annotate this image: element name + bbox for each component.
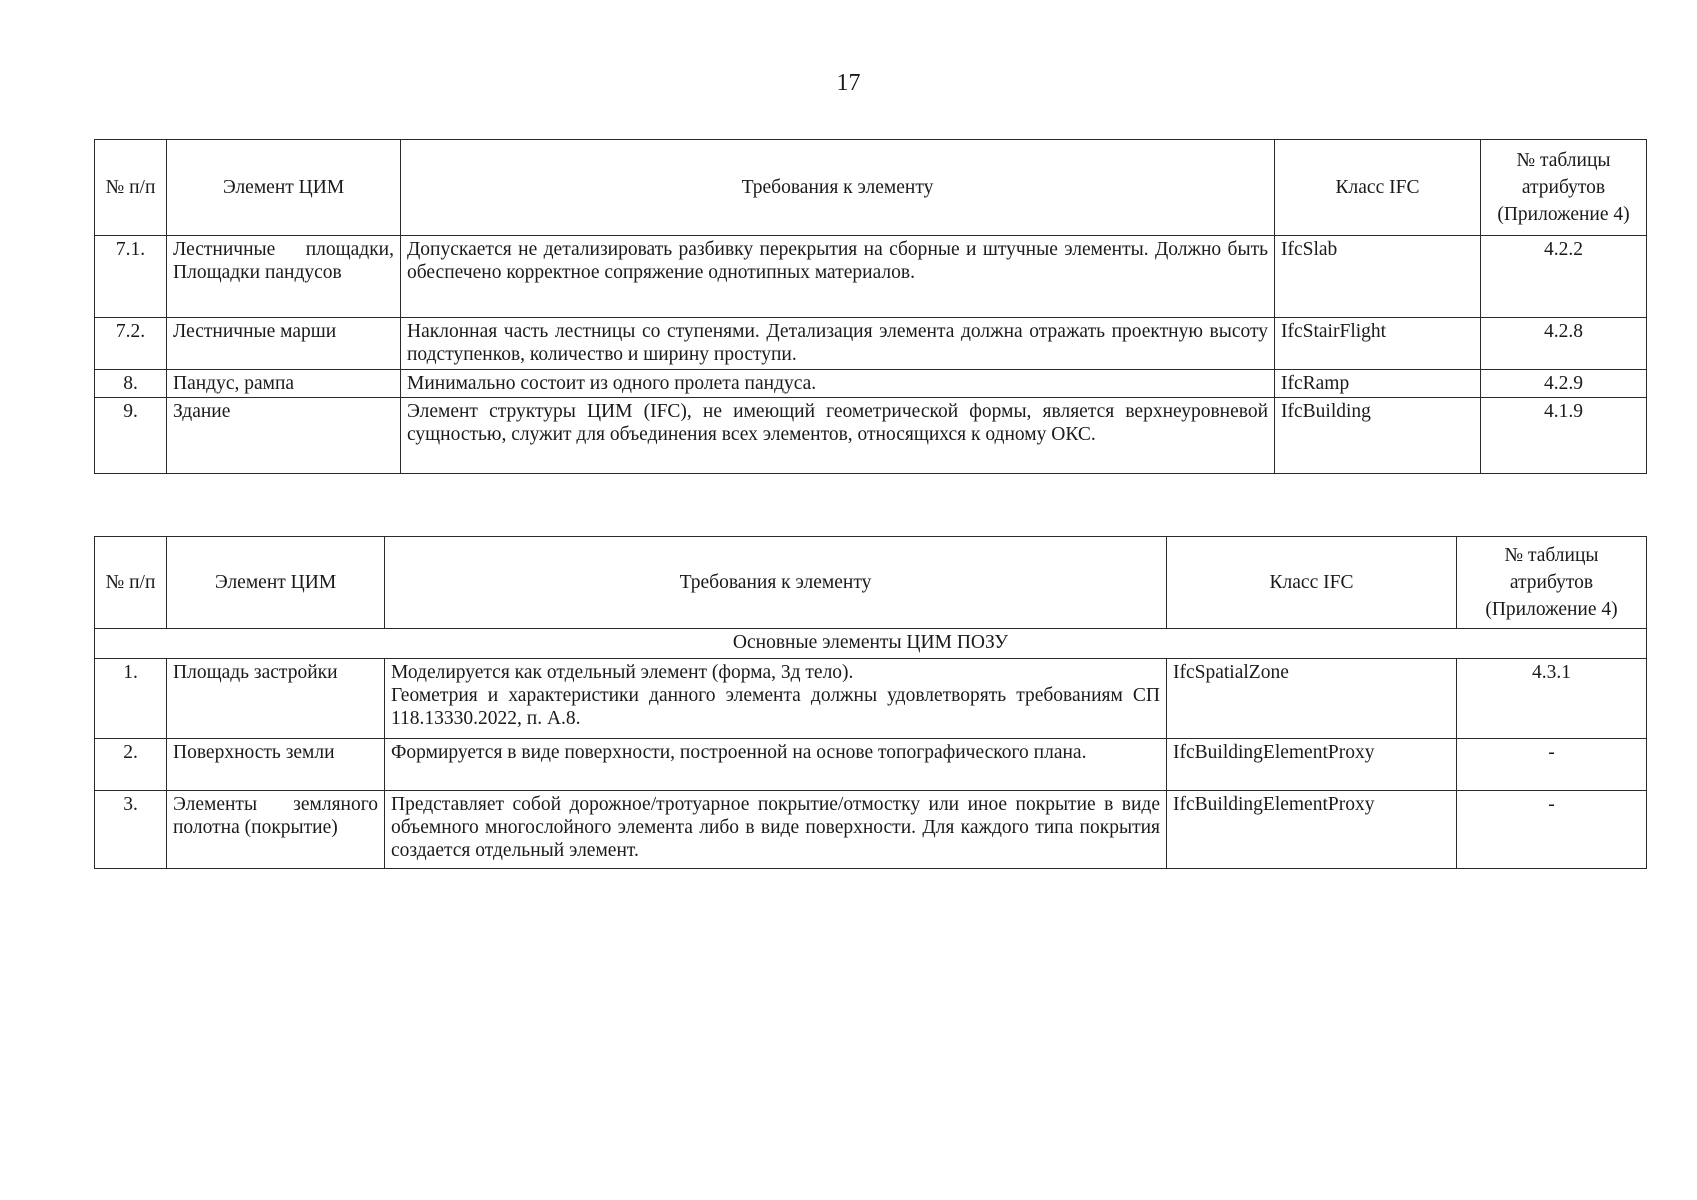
table-header-row <box>95 537 1647 629</box>
attr-table-ref: 4.2.2 <box>1481 236 1647 318</box>
col-header-element: Элемент ЦИМ <box>167 140 401 236</box>
attr-table-ref: - <box>1457 791 1647 869</box>
col-header-ifc-class: Класс IFC <box>1167 537 1457 629</box>
attr-table-ref: 4.1.9 <box>1481 398 1647 474</box>
ifc-class: IfcSlab <box>1275 236 1481 318</box>
element-requirement: Представляет собой дорожное/тротуарное покрытие/отмостку или иное покрытие в виде объемного многослойного элемента либо в виде поверхности. Для каждого типа покрытия создается отдельный элемент. <box>385 791 1167 869</box>
attr-table-ref: - <box>1457 739 1647 791</box>
attr-table-ref: 4.2.9 <box>1481 370 1647 398</box>
element-name: Пандус, рампа <box>167 370 401 398</box>
row-number: 1. <box>95 659 167 739</box>
col-header-requirements: Требования к элементу <box>385 537 1167 629</box>
element-name: Площадь застройки <box>167 659 385 739</box>
row-number: 7.2. <box>95 318 167 370</box>
requirement-line-1: Моделируется как отдельный элемент (форма, 3д тело). <box>391 662 854 683</box>
element-name: Здание <box>167 398 401 474</box>
table-row <box>95 659 1647 739</box>
element-name: Лестничные площадки, Площадки пандусов <box>167 236 401 318</box>
element-requirement: Допускается не детализировать разбивку перекрытия на сборные и штучные элементы. Должно быть обеспечено корректное сопряжение однотипных материалов. <box>401 236 1275 318</box>
ifc-class: IfcBuildingElementProxy <box>1167 791 1457 869</box>
element-requirement: Минимально состоит из одного пролета пандуса. <box>401 370 1275 398</box>
section-row <box>95 629 1647 659</box>
page-number: 17 <box>836 70 861 96</box>
element-requirement: Формируется в виде поверхности, построенной на основе топографического плана. <box>385 739 1167 791</box>
row-number: 3. <box>95 791 167 869</box>
element-requirement: Элемент структуры ЦИМ (IFC), не имеющий геометрической формы, является верхнеуровневой сущностью, служит для объединения всех элементов, относящихся к одному ОКС. <box>401 398 1275 474</box>
ifc-class: IfcSpatialZone <box>1167 659 1457 739</box>
element-name: Лестничные марши <box>167 318 401 370</box>
table-row <box>95 370 1647 398</box>
element-name: Элементы земляного полотна (покрытие) <box>167 791 385 869</box>
row-number: 9. <box>95 398 167 474</box>
row-number: 7.1. <box>95 236 167 318</box>
ifc-class: IfcRamp <box>1275 370 1481 398</box>
ifc-class: IfcStairFlight <box>1275 318 1481 370</box>
col-header-attr-table: № таблицы атрибутов (Приложение 4) <box>1457 537 1647 629</box>
requirement-line-2: Геометрия и характеристики данного элемента должны удовлетворять требованиям СП 118.13330.2022, п. А.8. <box>391 685 1160 729</box>
table-row <box>95 739 1647 791</box>
col-header-num: № п/п <box>95 537 167 629</box>
col-header-attr-table: № таблицы атрибутов (Приложение 4) <box>1481 140 1647 236</box>
table-row <box>95 398 1647 474</box>
col-header-element: Элемент ЦИМ <box>167 537 385 629</box>
col-header-ifc-class: Класс IFC <box>1275 140 1481 236</box>
element-requirement <box>385 659 1167 739</box>
element-name: Поверхность земли <box>167 739 385 791</box>
table-header-row <box>95 140 1647 236</box>
col-header-requirements: Требования к элементу <box>401 140 1275 236</box>
attr-table-ref: 4.2.8 <box>1481 318 1647 370</box>
table-row <box>95 318 1647 370</box>
ifc-class: IfcBuildingElementProxy <box>1167 739 1457 791</box>
elements-table-1 <box>94 139 1647 474</box>
col-header-num: № п/п <box>95 140 167 236</box>
table-row <box>95 236 1647 318</box>
elements-table-2 <box>94 536 1647 869</box>
attr-table-ref: 4.3.1 <box>1457 659 1647 739</box>
section-title: Основные элементы ЦИМ ПОЗУ <box>95 629 1647 659</box>
row-number: 8. <box>95 370 167 398</box>
row-number: 2. <box>95 739 167 791</box>
element-requirement: Наклонная часть лестницы со ступенями. Детализация элемента должна отражать проектную высоту подступенков, количество и ширину проступи. <box>401 318 1275 370</box>
table-row <box>95 791 1647 869</box>
ifc-class: IfcBuilding <box>1275 398 1481 474</box>
